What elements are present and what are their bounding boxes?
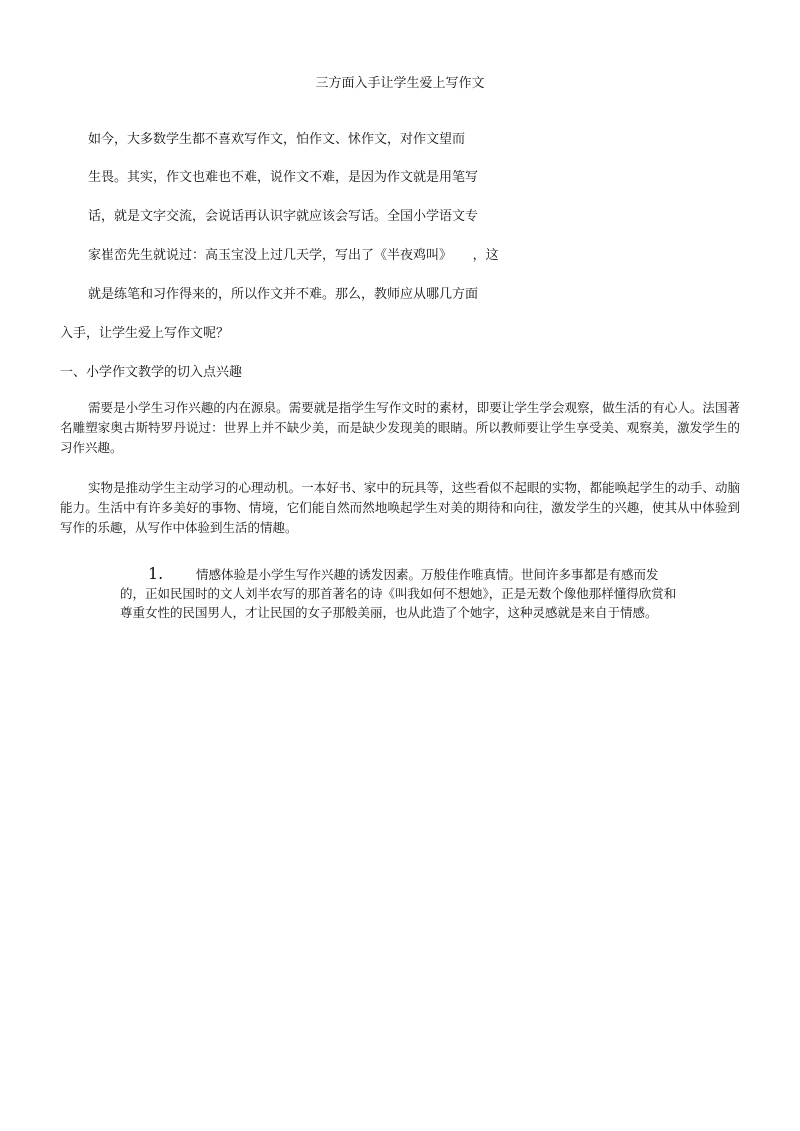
- section-heading: 一、小学作文教学的切入点兴趣: [60, 365, 243, 380]
- paragraph-needs: 需要是小学生习作兴趣的内在源泉。需要就是指学生写作文时的素材，即要让学生学会观察，做生活的有心人。法国著名雕塑家奥古斯特罗丹说过：世界上并不缺少美，而是缺少发现美的眼睛。所以教师要让学生享受美、观察美，激发学生的习作兴趣。: [60, 400, 740, 455]
- intro-line-1: 如今，大多数学生都不喜欢写作文，怕作文、怵作文，对作文望而: [88, 132, 466, 147]
- numbered-list-item: [120, 564, 680, 622]
- intro-end-line: 入手，让学生爱上写作文呢？: [60, 326, 230, 341]
- document-title: 三方面入手让学生爱上写作文: [315, 76, 485, 91]
- paragraph-objects: 实物是推动学生主动学习的心理动机。一本好书、家中的玩具等，这些看似不起眼的实物，都能唤起学生的动手、动脑能力。生活中有许多美好的事物、情境，它们能自然而然地唤起学生对美的期待和向往，激发学生的兴趣，使其从中体验到写作的乐趣，从写作中体验到生活的情趣。: [60, 480, 740, 535]
- list-item-text: 情感体验是小学生写作兴趣的诱发因素。万般佳作唯真情。世间许多事都是有感而发的，正如民国时的文人刘半农写的那首著名的诗《叫我如何不想她》，正是无数个像他那样懂得欣赏和尊重女性的民国男人，才让民国的女子那般美丽，也从此造了个她字，这种灵感就是来自于情感。: [120, 567, 677, 620]
- intro-line-4: 家崔峦先生就说过：高玉宝没上过几天学，写出了《半夜鸡叫》 ，这: [88, 248, 499, 263]
- list-number: 1.: [148, 564, 164, 583]
- intro-line-5: 就是练笔和习作得来的，所以作文并不难。那么，教师应从哪几方面: [88, 287, 479, 302]
- intro-line-3: 话，就是文字交流，会说话再认识字就应该会写话。全国小学语文专: [88, 209, 479, 224]
- intro-line-2: 生畏。其实，作文也难也不难，说作文不难，是因为作文就是用笔写: [88, 170, 479, 185]
